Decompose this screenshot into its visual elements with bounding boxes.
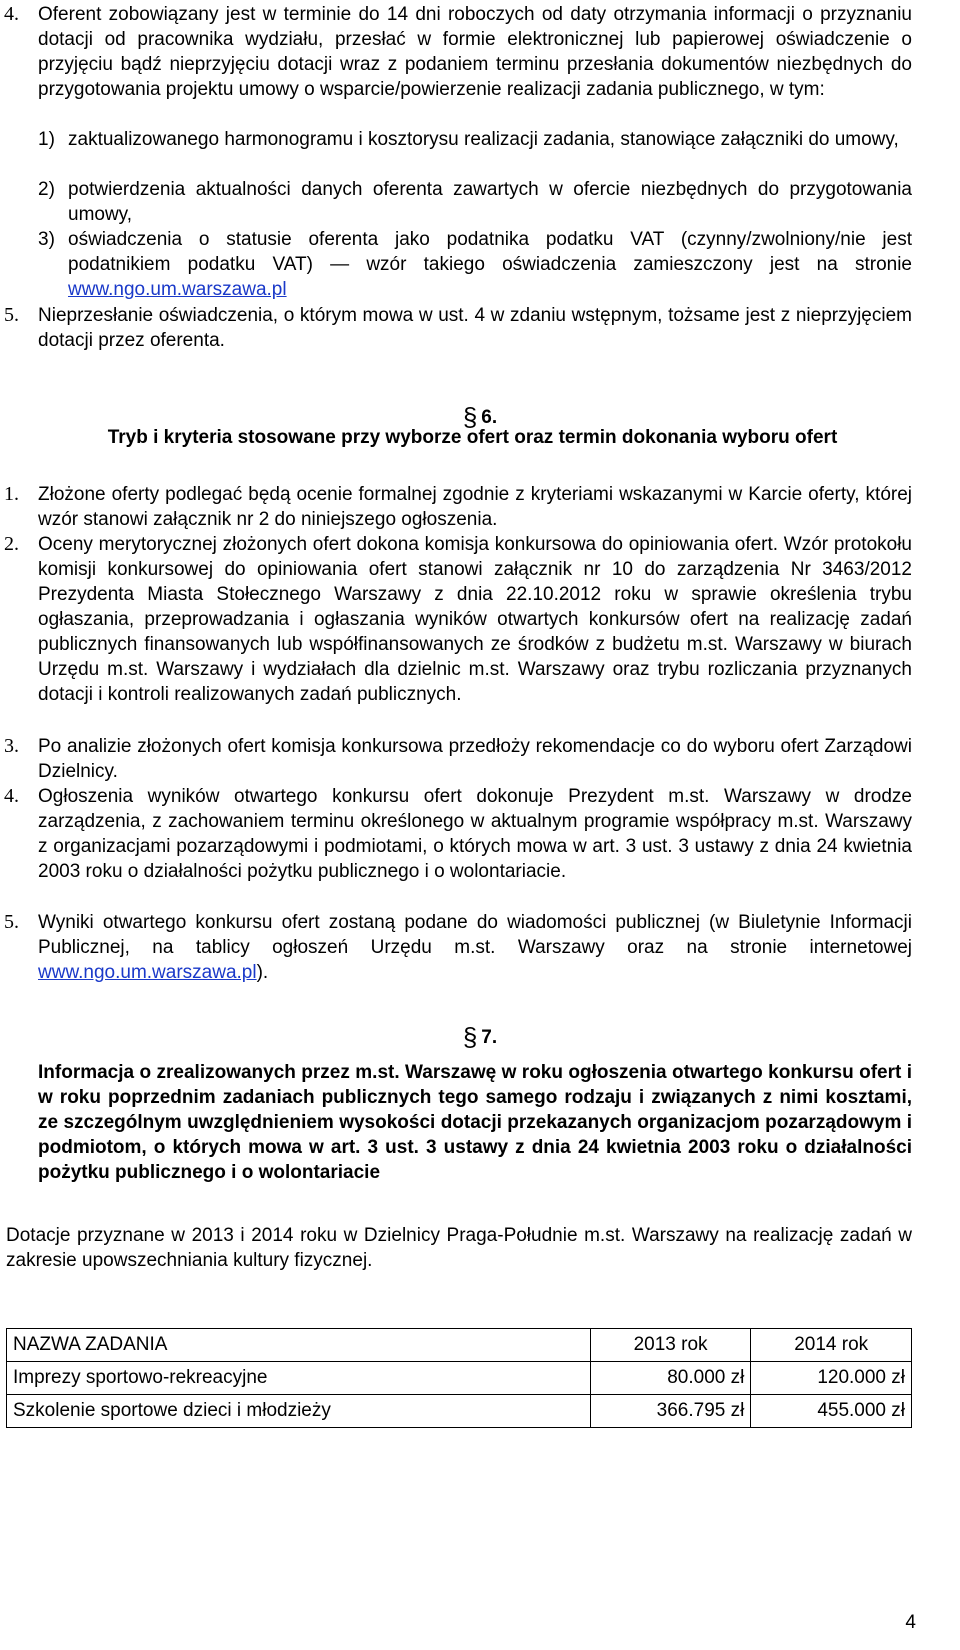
section-number-text: 7. bbox=[481, 1027, 498, 1048]
sub-item-text-part: oświadczenia o statusie oferenta jako podatnika podatku VAT (czynny/zwolniony/nie jest podatnikiem podatku VAT) bbox=[68, 229, 912, 275]
item-number: 5. bbox=[4, 911, 19, 933]
sub-item-text-part: wzór takiego oświadczenia zamieszczony jest na stronie bbox=[349, 254, 913, 275]
item-4-text: Oferent zobowiązany jest w terminie do 14 dni roboczych od daty otrzymania informacji o przyznaniu dotacji od pracownika wydziału, przesłać w formie elektronicznej lub papierowej oświadczenie o przyjęciu bądź nieprzyjęciu dotacji wraz z podaniem terminu przesłania dokumentów niezbędnych do przygotowania projektu umowy o wsparcie/powierzenie realizacji zadania publicznego, w tym: bbox=[38, 4, 912, 100]
website-link[interactable]: www.ngo.um.warszawa.pl bbox=[38, 962, 257, 983]
sub-item-text bbox=[68, 227, 912, 302]
section-7-intro: Dotacje przyznane w 2013 i 2014 roku w Dzielnicy Praga-Południe m.st. Warszawy na realizację zadań w zakresie upowszechniania kultury fizycznej. bbox=[6, 1225, 912, 1271]
item-5-text: Nieprzesłanie oświadczenia, o którym mowa w ust. 4 w zdaniu wstępnym, tożsame jest z nieprzyjęciem dotacji przez oferenta. bbox=[38, 305, 912, 351]
sub-item-1 bbox=[38, 127, 912, 152]
item-number: 3. bbox=[4, 735, 19, 757]
website-link[interactable]: www.ngo.um.warszawa.pl bbox=[68, 279, 287, 300]
item-number: 1. bbox=[4, 483, 19, 505]
grants-table bbox=[6, 1328, 912, 1428]
section-6-item-4: Ogłoszenia wyników otwartego konkursu ofert dokonuje Prezydent m.st. Warszawy w drodze zarządzenia, z zachowaniem terminu określonego w aktualnym programie współpracy m.st. Warszawy z organizacjami pozarządowymi i podmiotami, o których mowa w art. 3 ust. 3 ustawy z dnia 24 kwietnia 2003 roku o działalności pożytku publicznego i o wolontariacie. bbox=[38, 786, 912, 882]
section-7-number bbox=[0, 1022, 960, 1053]
dash: — bbox=[330, 254, 350, 275]
column-header-2013: 2013 rok bbox=[590, 1329, 751, 1362]
table-cell-2013: 80.000 zł bbox=[590, 1362, 751, 1395]
sub-item-2 bbox=[38, 177, 912, 227]
table-row bbox=[7, 1395, 912, 1428]
table-cell-task: Szkolenie sportowe dzieci i młodzieży bbox=[7, 1395, 591, 1428]
section-7-title: Informacja o zrealizowanych przez m.st. Warszawę w roku ogłoszenia otwartego konkursu ofert i w roku poprzednim zadaniach publicznych tego samego rodzaju i związanych z nimi kosztami, ze szczególnym uwzględnieniem wysokości dotacji przekazanych organizacjom pozarządowym i podmiotom, o których mowa w art. 3 ust. 3 ustawy z dnia 24 kwietnia 2003 roku o działalności pożytku publicznego i o wolontariacie bbox=[38, 1062, 912, 1183]
table-cell-2013: 366.795 zł bbox=[590, 1395, 751, 1428]
section-6-item-1: Złożone oferty podlegać będą ocenie formalnej zgodnie z kryteriami wskazanymi w Karcie oferty, której wzór stanowi załącznik nr 2 do niniejszego ogłoszenia. bbox=[38, 484, 912, 530]
section-6-item-5 bbox=[38, 910, 912, 985]
section-6-item-3: Po analizie złożonych ofert komisja konkursowa przedłoży rekomendacje co do wyboru ofert Zarządowi Dzielnicy. bbox=[38, 736, 912, 782]
paragraph-sign-icon: § bbox=[462, 1022, 478, 1052]
item-number: 4. bbox=[4, 3, 19, 25]
section-number-text: 6. bbox=[481, 407, 498, 428]
sub-item-text: zaktualizowanego harmonogramu i kosztorysu realizacji zadania, stanowiące załączniki do umowy, bbox=[68, 129, 899, 150]
item-number: 5. bbox=[4, 304, 19, 326]
section-6-item-2: Oceny merytorycznej złożonych ofert dokona komisja konkursowa do opiniowania ofert. Wzór protokołu komisji konkursowej do opiniowania ofert stanowi załącznik nr 10 do zarządzenia Nr 3463/2012 Prezydenta Miasta Stołecznego Warszawy z dnia 22.10.2012 roku w sprawie określenia trybu ogłaszania, przeprowadzania i ogłaszania wyników otwartych konkursów ofert na realizację zadań publicznych finansowanych lub współfinansowanych ze środków z budżetu m.st. Warszawy w biurach Urzędu m.st. Warszawy i wydziałach dla dzielnic m.st. Warszawy oraz trybu rozliczania przyznanych dotacji i kontroli realizowanych zadań publicznych. bbox=[38, 534, 912, 705]
section-6-title: Tryb i kryteria stosowane przy wyborze ofert oraz termin dokonania wyboru ofert bbox=[107, 427, 838, 448]
table-header-row bbox=[7, 1329, 912, 1362]
table-cell-2014: 120.000 zł bbox=[751, 1362, 912, 1395]
page-number: 4 bbox=[905, 1612, 916, 1633]
item-number: 2. bbox=[4, 533, 19, 555]
table-cell-2014: 455.000 zł bbox=[751, 1395, 912, 1428]
sub-item-label: 2) bbox=[38, 179, 55, 200]
paragraph-sign-icon: § bbox=[462, 402, 478, 432]
column-header-2014: 2014 rok bbox=[751, 1329, 912, 1362]
table-row bbox=[7, 1362, 912, 1395]
item-text-part: Wyniki otwartego konkursu ofert zostaną podane do wiadomości publicznej (w Biuletynie Informacji Publicznej, na tablicy ogłoszeń Urzędu m.st. Warszawy oraz na stronie internetowej bbox=[38, 912, 912, 958]
item-text-part: ). bbox=[256, 962, 269, 983]
item-number: 4. bbox=[4, 785, 19, 807]
table-cell-task: Imprezy sportowo-rekreacyjne bbox=[7, 1362, 591, 1395]
sub-item-label: 1) bbox=[38, 129, 55, 150]
sub-item-label: 3) bbox=[38, 229, 55, 250]
sub-item-text: potwierdzenia aktualności danych oferenta zawartych w ofercie niezbędnych do przygotowania umowy, bbox=[68, 179, 912, 225]
sub-item-3 bbox=[38, 227, 912, 302]
column-header-task: NAZWA ZADANIA bbox=[7, 1329, 591, 1362]
